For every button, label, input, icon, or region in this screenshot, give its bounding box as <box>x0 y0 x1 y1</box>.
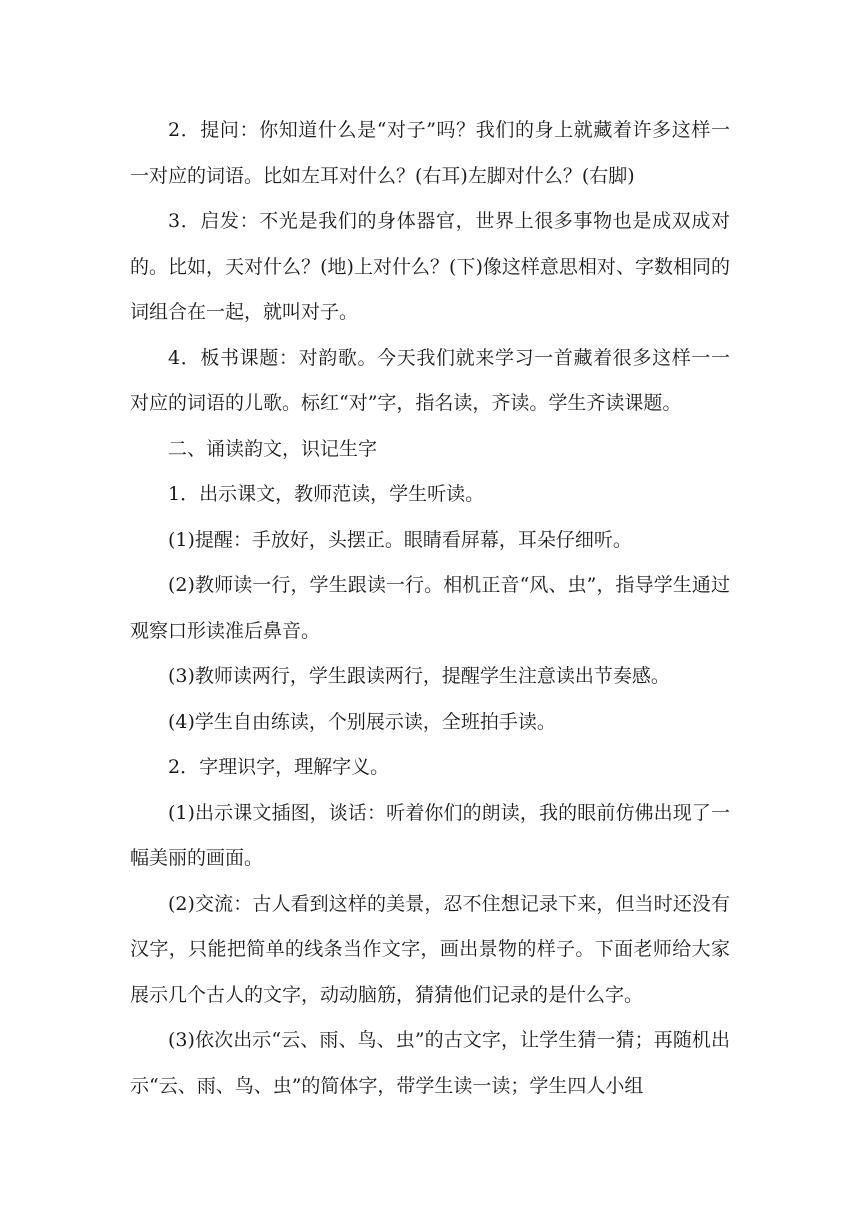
paragraph-follow-read-two-lines: (3)教师读两行，学生跟读两行，提醒学生注意读出节奏感。 <box>168 665 670 687</box>
document-body <box>130 108 730 1109</box>
paragraph-character-learning: 2．字理识字，理解字义。 <box>168 756 390 778</box>
paragraph-follow-read-line: (2)教师读一行，学生跟读一行。相机正音“风、虫”，指导学生通过观察口形读准后鼻音。 <box>130 574 730 642</box>
paragraph-exchange: (2)交流：古人看到这样的美景，忍不住想记录下来，但当时还没有汉字，只能把简单的线条当作文字，画出景物的样子。下面老师给大家展示几个古人的文字，动动脑筋，猜猜他们记录的是什么字。 <box>130 892 730 1006</box>
paragraph-free-reading: (4)学生自由练读，个别展示读，全班拍手读。 <box>168 710 556 733</box>
paragraph-ancient-characters: (3)依次出示“云、雨、鸟、虫”的古文字，让学生猜一猜；再随机出示“云、雨、鸟、虫”的简体字，带学生读一读；学生四人小组 <box>130 1029 730 1097</box>
paragraph-board-title: 4．板书课题：对韵歌。今天我们就来学习一首藏着很多这样一一对应的词语的儿歌。标红“对”字，指名读，齐读。学生齐读课题。 <box>130 346 730 414</box>
paragraph-show-text: 1．出示课文，教师范读，学生听读。 <box>168 483 485 505</box>
paragraph-question: 2．提问：你知道什么是“对子”吗？我们的身上就藏着许多这样一一对应的词语。比如左耳对什么？(右耳)左脚对什么？(右脚) <box>130 119 730 187</box>
paragraph-inspiration: 3．启发：不光是我们的身体器官，世界上很多事物也是成双成对的。比如，天对什么？(地)上对什么？(下)像这样意思相对、字数相同的词组合在一起，就叫对子。 <box>130 210 730 323</box>
section-heading: 二、诵读韵文，识记生字 <box>168 437 378 460</box>
paragraph-reminder: (1)提醒：手放好，头摆正。眼睛看屏幕，耳朵仔细听。 <box>168 528 632 551</box>
paragraph-illustration: (1)出示课文插图，谈话：听着你们的朗读，我的眼前仿佛出现了一幅美丽的画面。 <box>130 801 730 869</box>
